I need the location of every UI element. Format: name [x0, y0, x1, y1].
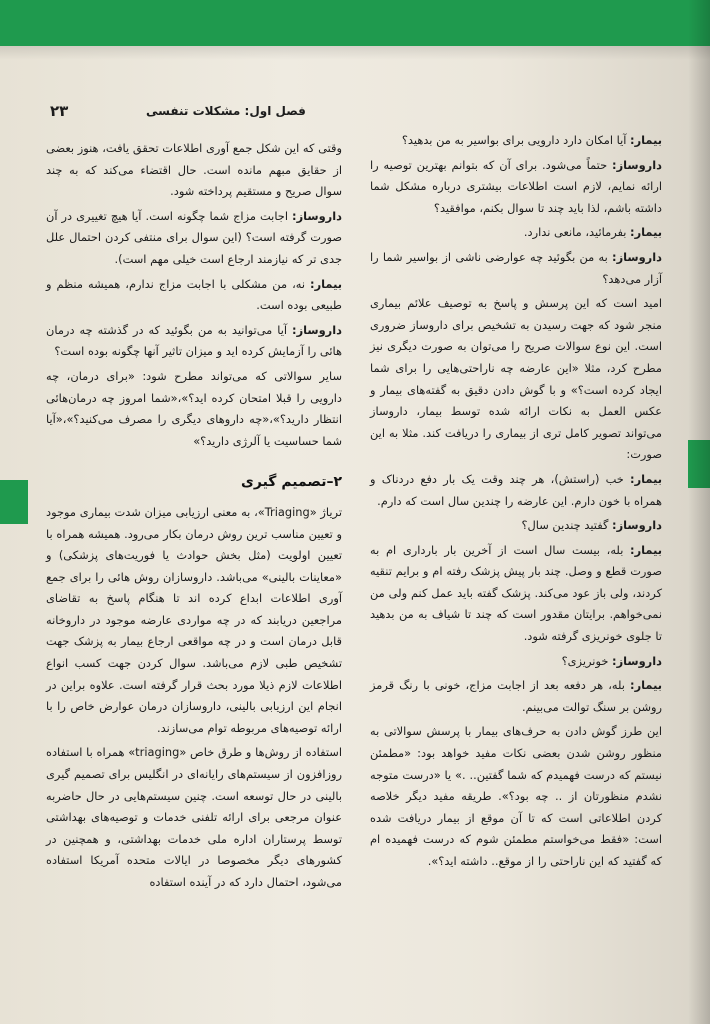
dialogue-paragraph	[370, 721, 662, 872]
dialogue-paragraph	[46, 274, 342, 317]
speaker-label: داروساز:	[612, 518, 662, 533]
dialogue-paragraph	[370, 293, 662, 466]
paragraph-text: امید است که این پرسش و پاسخ به توصیف علائم بیماری منجر شود که جهت رسیدن به تشخیص برای داروساز ضروری است. این نوع سوالات صریح را می‌توان به صورت دیگری نیز مطرح کرد، مثلا «این عارضه چه ناراحتی‌هایی را برای شما ایجاد کرده است؟» و با گوش دادن دقیق به گفته‌های بیمار و عکس العمل به نکات ارائه شده توسط بیمار، داروساز می‌تواند تصویر کامل تری از بیماری را دریافت کند. مثلا به این صورت:	[370, 296, 662, 462]
paragraph-text: آیا می‌توانید به من بگوئید که در گذشته چه درمان هائی را آزمایش کرده اید و میزان تاثیر آنها چگونه بوده است؟	[46, 322, 342, 359]
speaker-label: بیمار:	[630, 225, 662, 240]
paragraph-text: بله، هر دفعه بعد از اجابت مزاج، خونی با رنگ قرمز روشن بر سنگ توالت می‌بینم.	[370, 678, 662, 714]
dialogue-paragraph	[46, 206, 342, 271]
speaker-label: بیمار:	[630, 678, 662, 693]
dialogue-paragraph	[370, 675, 662, 718]
paragraph-text: وقتی که این شکل جمع آوری اطلاعات تحقق یافت، هنوز بعضی از حقایق مبهم مانده است. حال اقتضاء می‌کند که به چند سوال صریح و مستقیم پرداخته شود.	[46, 141, 342, 199]
dialogue-paragraph	[46, 366, 342, 452]
left-thumb-tab	[0, 480, 28, 524]
dialogue-paragraph	[370, 540, 662, 648]
body-paragraph	[46, 502, 342, 740]
speaker-label: بیمار:	[630, 542, 662, 557]
paragraph-text: بفرمائید، مانعی ندارد.	[523, 225, 631, 240]
paragraph-text: استفاده از روش‌ها و طرق خاص «triaging» همراه با استفاده روزافزون از سیستم‌های رایانه‌ای در انگلیس برای تصمیم گیری بالینی در حال توسعه است. چنین سیستم‌هایی در حال حاضربه عنوان مرجعی برای ارائه تلفنی خدمات و توصیه‌های بهداشتی توسط پرستاران اداره ملی خدمات بهداشتی، و همچنین در کشورهای دیگر مخصوصا در ایالات متحده آمریکا استفاده می‌شود، احتمال دارد که در آینده استفاده	[46, 745, 342, 889]
left-text-column	[46, 138, 342, 897]
paragraph-text: خب (راستش)، هر چند وقت یک بار دفع دردناک و همراه با خون دارم. این عارضه را چندین سال است که دارم.	[370, 471, 662, 508]
dialogue-paragraph	[46, 320, 342, 363]
paragraph-text: گفتید چندین سال؟	[521, 518, 613, 533]
right-text-column	[370, 130, 662, 876]
dialogue-paragraph	[46, 138, 342, 203]
dialogue-paragraph	[370, 247, 662, 290]
body-paragraph	[46, 742, 342, 893]
speaker-label: داروساز:	[612, 249, 662, 264]
paragraph-text: آیا امکان دارد دارویی برای بواسیر به من بدهید؟	[401, 133, 631, 147]
dialogue-paragraph	[370, 222, 662, 244]
speaker-label: داروساز:	[292, 322, 342, 337]
left-column-dialogue	[46, 138, 342, 452]
green-top-band	[0, 0, 710, 46]
speaker-label: داروساز:	[612, 157, 662, 172]
dialogue-paragraph	[370, 130, 662, 152]
speaker-label: بیمار:	[630, 133, 662, 147]
paragraph-text: به من بگوئید چه عوارضی ناشی از بواسیر شما را آزار می‌دهد؟	[370, 249, 662, 286]
dialogue-paragraph	[370, 515, 662, 537]
running-header	[50, 104, 690, 130]
chapter-title: فصل اول: مشکلات تنفسی	[146, 104, 306, 118]
paragraph-text: خونریزی؟	[561, 653, 613, 668]
paragraph-text: این طرز گوش دادن به حرف‌های بیمار با پرسش سوالاتی به منظور روشن شدن بعضی نکات مفید خواهد بود: «مطمئن نیستم که درست فهمیدم که شما گفتین.. .» یا «درست متوجه نشدم منظورتان از .. چه بود؟». طریقه مفید دیگر خلاصه کردن اطلاعاتی است که تا آن موقع از بیمار دریافت شده است: «فقط می‌خواستم مطمئن شوم که درست فهمیده ام که گفتید که این ناراحتی را از موقع.. داشته اید؟».	[370, 724, 662, 868]
paragraph-text: تریاژ «Triaging»، به معنی ارزیابی میزان شدت بیماری موجود و تعیین مناسب ترین روش درمان بکار می‌رود. همیشه همراه با تعیین اولویت (مثل بخش حوادث یا فوریت‌های پزشکی) و «معاینات بالینی» می‌باشد. داروسازان روش هائی را برای جمع آوری اطلاعات ابداع کرده اند تا هنگام پاسخ به تقاضای مراجعین دریابند که در چه مواردی عارضه موجود در داروخانه قابل درمان است و در چه مواقعی ارجاع بیمار به پزشک جهت تشخیص طبی لازم می‌باشد. سوال کردن جهت کسب انواع اطلاعات لازم ذیلا مورد بحث قرار گرفته است. علاوه براین در انجام این ارزیابی بالینی، داروسازان درمان عوارض خاص را با ارائه توصیه‌های مربوطه توام می‌سازند.	[46, 504, 343, 735]
dialogue-paragraph	[370, 651, 662, 673]
speaker-label: داروساز:	[612, 653, 662, 668]
speaker-label: بیمار:	[630, 471, 662, 486]
speaker-label: داروساز:	[292, 208, 342, 223]
left-column-body	[46, 502, 342, 894]
dialogue-paragraph	[370, 155, 662, 220]
page-number: ۲۳	[50, 102, 69, 120]
dialogue-paragraph	[370, 469, 662, 512]
band-shadow	[0, 46, 710, 60]
speaker-label: بیمار:	[310, 276, 342, 291]
paragraph-text: بله، بیست سال است از آخرین بار بارداری ام به صورت قطع و وصل. چند بار پیش پزشک رفته ام و برایم تنقیه کردند، ولی باز عود می‌کند. پزشک گفته باید عمل کنم ولی من نمی‌خواهم. برایتان مقدور است که چند تا شیاف به من بدهید تا جلوی خونریزی گرفته شود.	[370, 542, 662, 644]
page-edge-shadow	[688, 0, 710, 1024]
paragraph-text: سایر سوالاتی که می‌تواند مطرح شود: «برای درمان، چه دارویی را قبلا امتحان کرده اید؟»،«شما امروز چه درمان‌هائی انتظار دارید؟»،«چه داروهای دیگری را مصرف می‌کنید؟»،«آیا شما حساسیت یا آلرژی دارید؟»	[46, 368, 342, 448]
paragraph-text: اجابت مزاج شما چگونه است. آیا هیچ تغییری در آن صورت گرفته است؟ (این سوال برای منتفی کردن احتمال علل جدی تر که نیازمند ارجاع است خیلی مهم است).	[46, 208, 342, 266]
paragraph-text: حتماً می‌شود. برای آن که بتوانم بهترین توصیه را ارائه نمایم، لازم است اطلاعات بیشتری درباره مشکل شما داشته باشم، لذا باید چند تا سوال بکنم، موافقید؟	[370, 157, 662, 215]
paragraph-text: نه، من مشکلی با اجابت مزاج ندارم، همیشه منظم و طبیعی بوده است.	[46, 276, 342, 313]
section-heading: ۲–تصمیم گیری	[241, 474, 342, 491]
